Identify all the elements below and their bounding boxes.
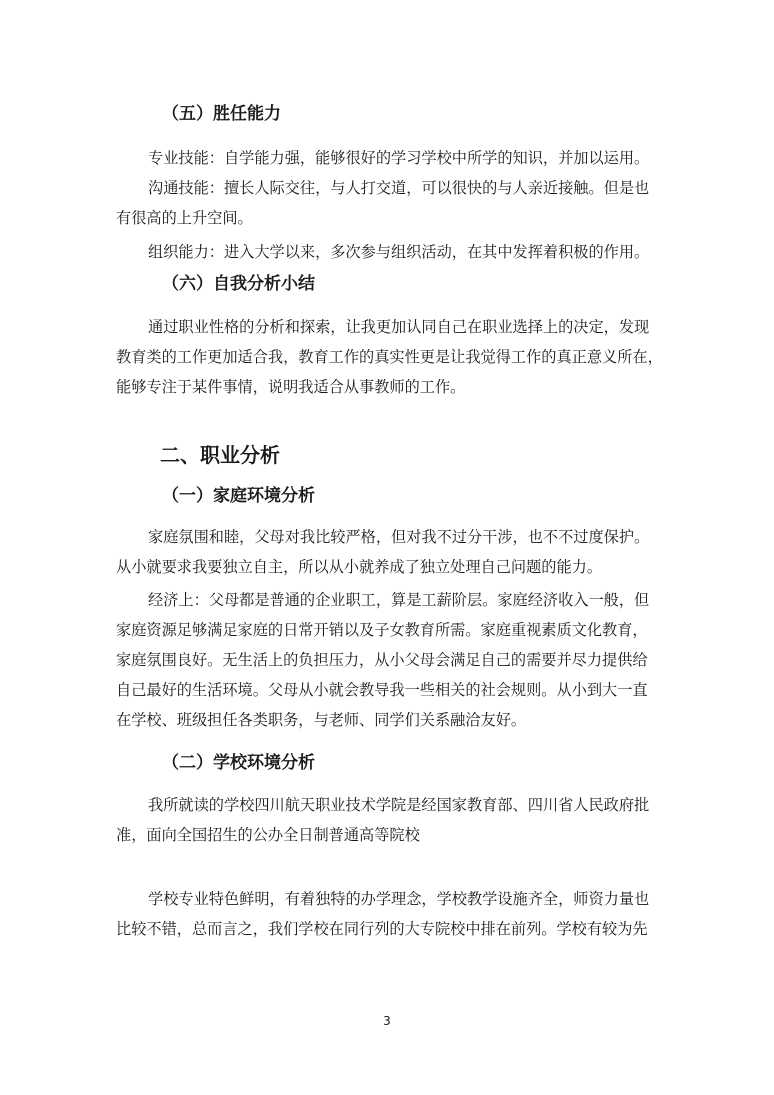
- text-line: 家庭资源足够满足家庭的日常开销以及子女教育所需。家庭重视素质文化教育，: [116, 621, 648, 639]
- chapter-heading-career-analysis: 二、职业分析: [160, 443, 280, 467]
- paragraph-school-features: [116, 884, 660, 944]
- page-number: 3: [383, 1014, 391, 1028]
- text-line: 家庭氛围良好。无生活上的负担压力，从小父母会满足自己的需要并尽力提供给: [116, 651, 648, 669]
- section-heading-school-environment: （二）学校环境分析: [162, 753, 315, 773]
- paragraph-organization-skills: [116, 237, 660, 267]
- text-line: 准，面向全国招生的公办全日制普通高等院校: [116, 826, 420, 844]
- paragraph-family-atmosphere: [116, 522, 660, 582]
- section-heading-family-environment: （一）家庭环境分析: [162, 486, 315, 506]
- paragraph-school-intro: [116, 790, 660, 850]
- section-heading-self-analysis-summary: （六）自我分析小结: [162, 274, 315, 294]
- section-heading-competence: （五）胜任能力: [162, 104, 281, 124]
- text-line: 从小就要求我要独立自主，所以从小就养成了独立处理自己问题的能力。: [116, 558, 602, 576]
- text-line: 经济上：父母都是普通的企业职工，算是工薪阶层。家庭经济收入一般，但: [148, 591, 650, 609]
- paragraph-professional-skills: [116, 143, 660, 173]
- text-line: 学校专业特色鲜明，有着独特的办学理念，学校教学设施齐全，师资力量也: [148, 890, 650, 908]
- text-line: 能够专注于某件事情，说明我适合从事教师的工作。: [116, 378, 466, 396]
- text-line: 在学校、班级担任各类职务，与老师、同学们关系融洽友好。: [116, 711, 527, 729]
- text-line: 组织能力：进入大学以来，多次参与组织活动，在其中发挥着积极的作用。: [148, 243, 650, 261]
- text-line: 有很高的上升空间。: [116, 209, 253, 227]
- paragraph-communication-skills: [116, 173, 660, 233]
- text-line: 比较不错，总而言之，我们学校在同行列的大专院校中排在前列。学校有较为先: [116, 920, 648, 938]
- text-line: 沟通技能：擅长人际交往，与人打交道，可以很快的与人亲近接触。但是也: [148, 179, 650, 197]
- paragraph-family-economy: [116, 585, 660, 735]
- text-line: 专业技能：自学能力强，能够很好的学习学校中所学的知识，并加以运用。: [148, 149, 650, 167]
- text-line: 教育类的工作更加适合我，教育工作的真实性更是让我觉得工作的真正意义所在，: [116, 348, 663, 366]
- paragraph-self-analysis-summary: [116, 312, 663, 402]
- text-line: 通过职业性格的分析和探索，让我更加认同自己在职业选择上的决定，发现: [148, 318, 650, 336]
- text-line: 我所就读的学校四川航天职业技术学院是经国家教育部、四川省人民政府批: [148, 796, 650, 814]
- text-line: 家庭氛围和睦，父母对我比较严格，但对我不过分干涉，也不不过度保护。: [148, 528, 650, 546]
- text-line: 自己最好的生活环境。父母从小就会教导我一些相关的社会规则。从小到大一直: [116, 681, 648, 699]
